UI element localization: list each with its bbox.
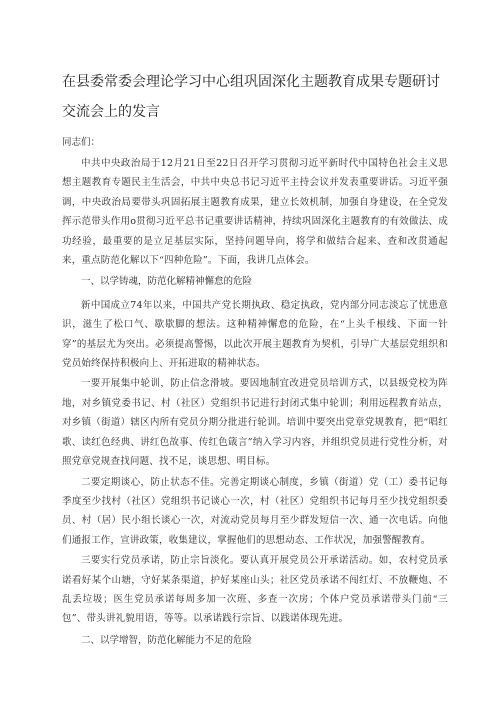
paragraph-point-2: 二要定期谈心，防止状态不佳。完善定期谈心制度，乡镇（街道）党（工）委书记每季度至少找村（社区）党组织书记谈心一次，村（社区）党组织书记每月至少找党组织委员、村（居）民小组长谈心一次，对流动党员每月至少群发短信一次、通一次电话。向他们通报工作，宣讲政策，收集建议，掌握他们的思想动态、工作状况，加强警醒教育。 — [62, 476, 448, 546]
paragraph-intro: 中共中央政治局于12月21日至22日召开学习贯彻习近平新时代中国特色社会主义思想主题教育专题民主生活会，中共中央总书记习近平主持会议并发表重要讲话。习近平强调，中央政治局要带头巩固拓展主题教育成果，建立长效机制，加强自身建设，在全党发挥示范带头作用o贯彻习近平总书记重要讲话精神，持续巩固深化主题教育的有效做法、成功经验，最重要的是立足基层实际，坚持问题导向，将学和做结合起来、查和改贯通起来，重点防范化解以下“四种危险”。下面，我讲几点体会。 — [62, 158, 448, 267]
paragraph-section-1-intro: 新中国成立74年以来，中国共产党长期执政、稳定执政，党内部分同志淡忘了忧患意识，滋生了松口气、歇歇脚的想法。这种精神懈怠的危险，在“上头千根线、下面一针穿”的基层尤为突出。必须提高警惕，以此次开展主题教育为契机，引导广大基层党组织和党员始终保持积极向上、开拓进取的精神状态。 — [62, 299, 448, 370]
paragraph-point-3: 三要实行党员承诺，防止宗旨淡化。要认真开展党员公开承诺活动。如，农村党员承诺看好某个山塘，守好某条渠道，护好某座山头；社区党员承诺不闯红灯、不放鞭炮、不乱丢垃圾；医生党员承诺每周多加一次班、多查一次房；个体户党员承诺带头门前“三包”、带头讲礼貌用语，等等。以承诺践行宗旨、以践诺体现先进。 — [62, 555, 448, 625]
document-body — [62, 134, 448, 654]
section-heading-1: 一、以学铸魂，防范化解精神懈怠的危险 — [81, 276, 253, 288]
greeting: 同志们： — [62, 137, 101, 148]
section-heading-2: 二、以学增智，防范化解能力不足的危险 — [81, 634, 253, 646]
document-title: 在县委常委会理论学习中心组巩固深化主题教育成果专题研讨交流会上的发言 — [62, 74, 440, 120]
paragraph-point-1: 一要开展集中轮训，防止信念滑坡。要因地制宜改进党员培训方式，以县级党校为阵地，对乡镇党委书记、村（社区）党组织书记进行封闭式集中轮训；利用远程教育站点，对乡镇（街道）辖区内所有党员分期分批进行轮训。培训中要突出党章党规教育，把“唱红歌、读红色经典、讲红色故事、传红色箴言”纳入学习内容，并组织党员进行党性分析，对照党章党规查找问题、找不足，谈思想、明目标。 — [62, 378, 448, 468]
